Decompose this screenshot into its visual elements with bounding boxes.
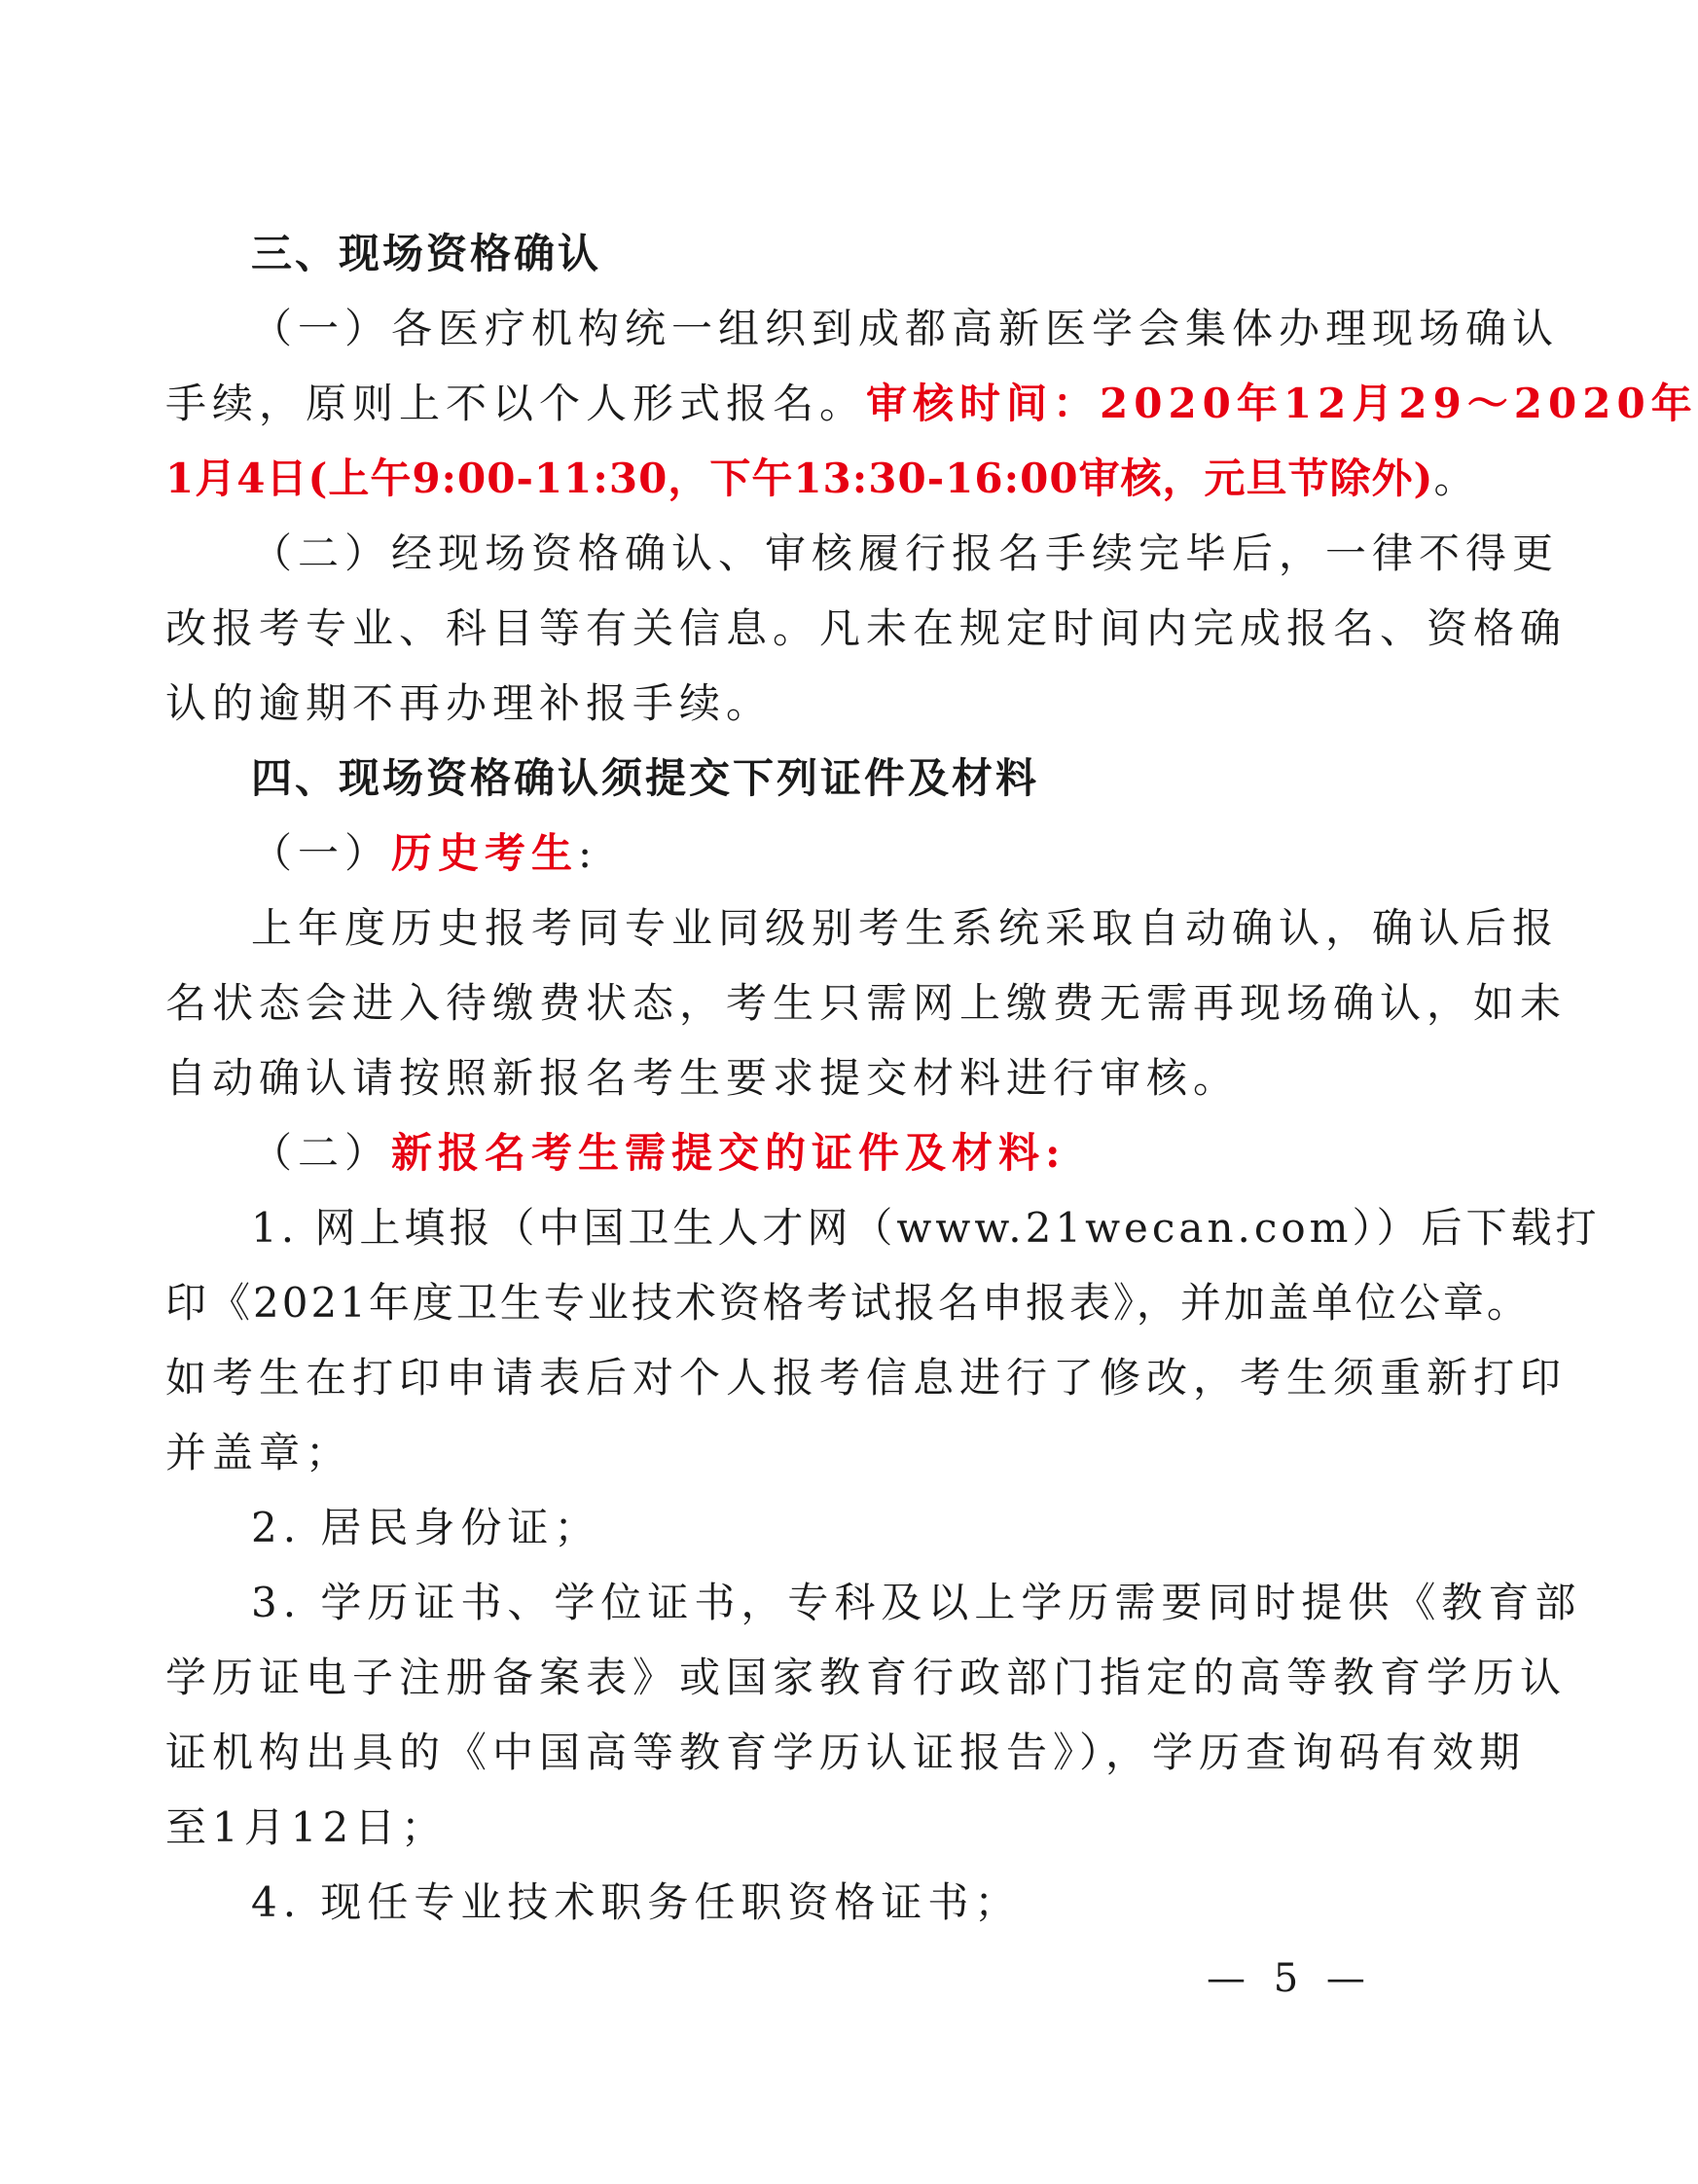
item-3-line-1: 3. 学历证书、学位证书，专科及以上学历需要同时提供《教育部 bbox=[251, 1579, 1582, 1626]
item-3-line-3: 证机构出具的《中国高等教育学历认证报告》），学历查询码有效期 bbox=[165, 1729, 1527, 1776]
item-1-line-3: 如考生在打印申请表后对个人报考信息进行了修改，考生须重新打印 bbox=[165, 1354, 1568, 1401]
subsection-1-prefix: （一） bbox=[251, 829, 392, 877]
section-3-para-1-line-1: （一）各医疗机构统一组织到成都高新医学会集体办理现场确认 bbox=[251, 305, 1560, 352]
historical-para-line-1: 上年度历史报考同专业同级别考生系统采取自动确认，确认后报 bbox=[251, 904, 1560, 952]
historical-para-line-2: 名状态会进入待缴费状态，考生只需网上缴费无需再现场确认，如未 bbox=[165, 979, 1568, 1027]
review-time-details: 1月4日(上午9:00-11:30，下午13:30-16:00审核，元旦节除外) bbox=[165, 455, 1434, 502]
subsection-2-prefix: （二） bbox=[251, 1129, 392, 1177]
item-4: 4. 现任专业技术职务任职资格证书； bbox=[251, 1878, 1022, 1926]
item-2: 2. 居民身份证； bbox=[251, 1504, 601, 1551]
historical-candidates-label: 历史考生 bbox=[391, 829, 579, 877]
item-1-line-2: 印《2021年度卫生专业技术资格考试报名申报表》，并加盖单位公章。 bbox=[165, 1279, 1531, 1327]
subsection-historical-candidates bbox=[251, 816, 1421, 891]
item-1-line-1: 1. 网上填报（中国卫生人才网（www.21wecan.com））后下载打 bbox=[251, 1204, 1601, 1252]
section-3-para-1-end: 。 bbox=[1433, 455, 1476, 502]
subsection-new-candidates bbox=[251, 1115, 1421, 1190]
historical-para-line-3: 自动确认请按照新报名考生要求提交材料进行审核。 bbox=[165, 1054, 1241, 1102]
section-3-para-1-line-3 bbox=[165, 441, 1476, 516]
section-3-para-2-line-1: （二）经现场资格确认、审核履行报名手续完毕后，一律不得更 bbox=[251, 529, 1560, 577]
page-number: — 5 — bbox=[1207, 1956, 1373, 2001]
item-1-line-4: 并盖章； bbox=[165, 1429, 353, 1476]
subsection-1-suffix: : bbox=[578, 829, 598, 877]
section-3-heading: 三、现场资格确认 bbox=[251, 230, 602, 277]
section-3-para-2-line-2: 改报考专业、科目等有关信息。凡未在规定时间内完成报名、资格确 bbox=[165, 604, 1568, 652]
section-3-para-1-line-2 bbox=[165, 366, 1698, 441]
review-time-highlight: 审核时间：2020年12月29～2020年 bbox=[866, 380, 1698, 427]
section-3-para-2-line-3: 认的逾期不再办理补报手续。 bbox=[165, 679, 774, 727]
item-3-line-2: 学历证电子注册备案表》或国家教育行政部门指定的高等教育学历认 bbox=[165, 1654, 1568, 1701]
section-4-heading: 四、现场资格确认须提交下列证件及材料 bbox=[251, 754, 1040, 802]
section-3-para-1-text: 手续，原则上不以个人形式报名。 bbox=[165, 380, 867, 427]
item-3-line-4: 至1月12日； bbox=[165, 1803, 449, 1851]
new-candidates-label: 新报名考生需提交的证件及材料: bbox=[391, 1129, 1066, 1177]
